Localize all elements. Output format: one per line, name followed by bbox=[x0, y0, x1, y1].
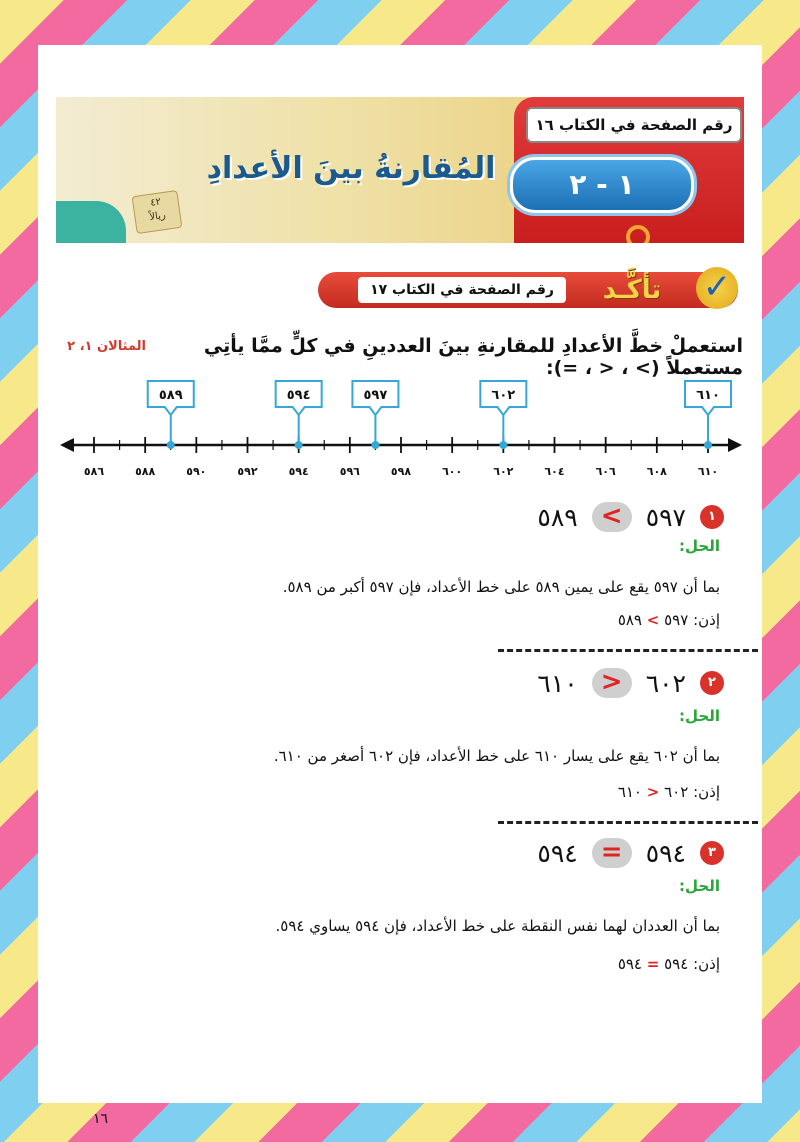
result-a: ٥٩٧ bbox=[664, 611, 689, 629]
result-b: ٥٩٤ bbox=[617, 955, 642, 973]
problem-3 bbox=[537, 835, 724, 871]
comparison-symbol: < bbox=[592, 502, 632, 532]
solution-result bbox=[618, 611, 720, 629]
point-dot bbox=[295, 441, 303, 449]
problem-2 bbox=[537, 665, 724, 701]
tick-label: ٥٩٢ bbox=[237, 465, 258, 478]
result-prefix: إذن: bbox=[693, 955, 720, 973]
confirm-book-reference: رقم الصفحة في الكتاب ١٧ bbox=[358, 277, 566, 303]
point-label: ٦٠٢ bbox=[491, 388, 516, 403]
number-line-point bbox=[148, 381, 194, 449]
problem-right-number: ٥٩٤ bbox=[645, 838, 686, 868]
problem-right-number: ٦٠٢ bbox=[645, 668, 686, 698]
page-number: ١٦ bbox=[93, 1111, 109, 1127]
result-b: ٦١٠ bbox=[617, 783, 642, 801]
number-line-point bbox=[480, 381, 526, 449]
result-relation: < bbox=[646, 783, 660, 801]
number-line-point bbox=[352, 381, 398, 449]
hook-icon bbox=[626, 225, 650, 243]
problem-left-number: ٦١٠ bbox=[537, 668, 578, 698]
tick-label: ٦١٠ bbox=[697, 465, 719, 478]
solution-label: الحل: bbox=[679, 877, 720, 895]
tick-label: ٦٠٨ bbox=[646, 465, 667, 478]
result-prefix: إذن: bbox=[693, 783, 720, 801]
problem-left-number: ٥٩٤ bbox=[537, 838, 578, 868]
example-reference: المثالان ١، ٢ bbox=[67, 339, 146, 354]
tick-label: ٦٠٠ bbox=[442, 465, 463, 478]
tick-label: ٦٠٦ bbox=[595, 465, 616, 478]
problem-1 bbox=[537, 499, 724, 535]
solution-label: الحل: bbox=[679, 537, 720, 555]
book-page-reference: رقم الصفحة في الكتاب ١٦ bbox=[526, 107, 742, 143]
result-relation: = bbox=[646, 955, 660, 973]
point-label: ٥٨٩ bbox=[158, 388, 183, 403]
point-dot bbox=[499, 441, 507, 449]
lesson-banner bbox=[56, 97, 744, 243]
comparison-symbol: > bbox=[592, 668, 632, 698]
price-tag-amount: ٤٢ bbox=[149, 196, 162, 209]
problem-right-number: ٥٩٧ bbox=[645, 502, 686, 532]
point-dot bbox=[167, 441, 175, 449]
solution-result bbox=[618, 955, 720, 973]
solution-explanation: بما أن ٥٩٧ يقع على يمين ٥٨٩ على خط الأعداد، فإن ٥٩٧ أكبر من ٥٨٩. bbox=[282, 578, 720, 596]
tick-label: ٥٨٦ bbox=[83, 465, 105, 478]
solution-label: الحل: bbox=[679, 707, 720, 725]
number-line-point bbox=[685, 381, 731, 449]
number-line bbox=[56, 377, 746, 487]
tick-label: ٥٩٨ bbox=[390, 465, 412, 478]
result-a: ٦٠٢ bbox=[664, 783, 689, 801]
number-line-point bbox=[276, 381, 322, 449]
tick-label: ٥٩٤ bbox=[288, 465, 309, 478]
tick-label: ٥٩٦ bbox=[339, 465, 360, 478]
number-line-svg bbox=[56, 377, 746, 487]
point-label: ٦١٠ bbox=[696, 388, 720, 403]
right-arrow-icon bbox=[728, 438, 742, 452]
question-number: ١ bbox=[700, 505, 724, 529]
question-number: ٢ bbox=[700, 671, 724, 695]
point-label: ٥٩٧ bbox=[363, 388, 388, 403]
problem-left-number: ٥٨٩ bbox=[537, 502, 578, 532]
point-label: ٥٩٤ bbox=[286, 388, 311, 403]
price-tag bbox=[132, 190, 183, 234]
comparison-symbol: = bbox=[592, 838, 632, 868]
point-dot bbox=[371, 441, 379, 449]
page bbox=[38, 45, 762, 1127]
result-prefix: إذن: bbox=[693, 611, 720, 629]
tick-label: ٥٩٠ bbox=[186, 465, 207, 478]
tick-label: ٦٠٢ bbox=[493, 465, 514, 478]
question-number: ٣ bbox=[700, 841, 724, 865]
point-dot bbox=[704, 441, 712, 449]
banner-illustration bbox=[56, 201, 126, 243]
instruction-text: استعملْ خطَّ الأعدادِ للمقارنةِ بينَ العددينِ في كلٍّ ممَّا يأتِي مستعملاً (> ، < ، =): bbox=[203, 335, 743, 379]
result-a: ٥٩٤ bbox=[664, 955, 689, 973]
lesson-title: المُقارنةُ بينَ الأعدادِ bbox=[206, 151, 496, 186]
checkmark-icon: ✓ bbox=[696, 267, 738, 309]
result-b: ٥٨٩ bbox=[617, 611, 642, 629]
separator bbox=[498, 821, 758, 824]
solution-explanation: بما أن ٦٠٢ يقع على يسار ٦١٠ على خط الأعداد، فإن ٦٠٢ أصغر من ٦١٠. bbox=[273, 747, 720, 765]
tick-label: ٥٨٨ bbox=[135, 465, 156, 478]
left-arrow-icon bbox=[60, 438, 74, 452]
lesson-number: ١ - ٢ bbox=[510, 157, 694, 213]
price-tag-currency: ريالاً bbox=[148, 209, 167, 224]
solution-explanation: بما أن العددان لهما نفس النقطة على خط الأعداد، فإن ٥٩٤ يساوي ٥٩٤. bbox=[275, 917, 720, 935]
confirm-heading: تأكَّـد bbox=[602, 275, 662, 305]
separator bbox=[498, 649, 758, 652]
tick-label: ٦٠٤ bbox=[544, 465, 565, 478]
result-relation: > bbox=[646, 611, 660, 629]
solution-result bbox=[618, 783, 720, 801]
